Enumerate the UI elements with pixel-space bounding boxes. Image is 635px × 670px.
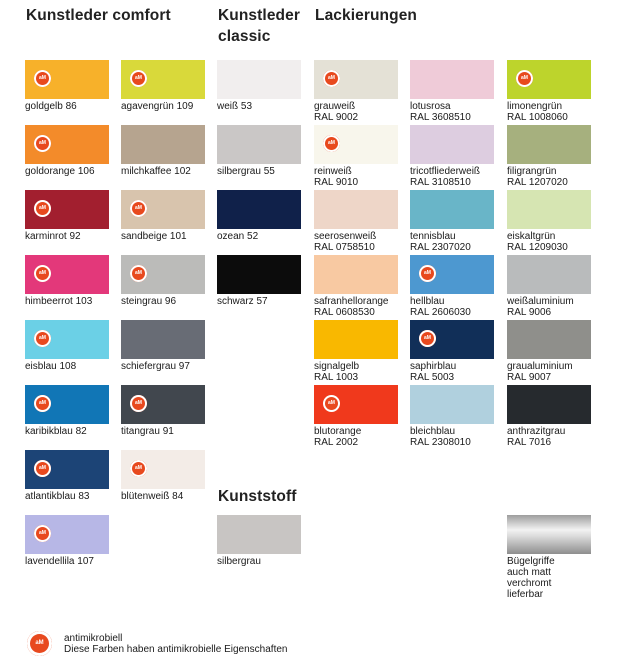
color-chip <box>217 60 301 99</box>
swatch-label: lotusrosa RAL 3608510 <box>410 101 471 123</box>
swatch-hellblau <box>410 255 494 318</box>
header-kunstleder-comfort: Kunstleder comfort <box>26 7 171 24</box>
color-chip <box>121 320 205 359</box>
swatch-filigrangruen <box>507 125 591 188</box>
antimicrobial-icon: aM <box>130 70 147 87</box>
swatch-atlantikblau <box>25 450 109 502</box>
swatch-steingrau <box>121 255 205 307</box>
color-chip <box>25 125 109 164</box>
swatch-label: sandbeige 101 <box>121 231 187 242</box>
swatch-reinweiss <box>314 125 398 188</box>
color-chip <box>121 255 205 294</box>
antimicrobial-icon: aM <box>34 395 51 412</box>
color-chip <box>25 190 109 229</box>
swatch-karibikblau <box>25 385 109 437</box>
swatch-graualuminium <box>507 320 591 383</box>
swatch-label: filigrangrün RAL 1207020 <box>507 166 568 188</box>
swatch-label: tricotfliederweiß RAL 3108510 <box>410 166 481 188</box>
antimicrobial-icon: aM <box>130 395 147 412</box>
antimicrobial-icon: aM <box>27 631 52 656</box>
swatch-label: reinweiß RAL 9010 <box>314 166 359 188</box>
swatch-label: grauweiß RAL 9002 <box>314 101 359 123</box>
swatch-limonengruen <box>507 60 591 123</box>
swatch-label: eisblau 108 <box>25 361 77 372</box>
color-chip <box>314 60 398 99</box>
color-chip <box>410 60 494 99</box>
color-chip <box>314 320 398 359</box>
swatch-label: weißaluminium RAL 9006 <box>507 296 574 318</box>
color-chip <box>410 385 494 424</box>
antimicrobial-icon: aM <box>34 330 51 347</box>
swatch-label: signalgelb RAL 1003 <box>314 361 360 383</box>
swatch-sandbeige <box>121 190 205 242</box>
color-chip <box>314 190 398 229</box>
antimicrobial-icon: aM <box>516 70 533 87</box>
color-chip <box>217 515 301 554</box>
swatch-label: agavengrün 109 <box>121 101 194 112</box>
color-chip <box>121 385 205 424</box>
swatch-label: himbeerrot 103 <box>25 296 93 307</box>
swatch-label: goldgelb 86 <box>25 101 77 112</box>
color-chip <box>121 450 205 489</box>
swatch-titangrau <box>121 385 205 437</box>
swatch-tennisblau <box>410 190 494 253</box>
color-chip <box>217 190 301 229</box>
swatch-agavengruen <box>121 60 205 112</box>
color-chip <box>507 60 591 99</box>
swatch-label: eiskaltgrün RAL 1209030 <box>507 231 568 253</box>
legend-text: Diese Farben haben antimikrobielle Eigenschaften <box>64 644 288 655</box>
swatch-label: steingrau 96 <box>121 296 177 307</box>
swatch-anthrazitgrau <box>507 385 591 448</box>
antimicrobial-icon: aM <box>323 395 340 412</box>
color-chip <box>121 190 205 229</box>
color-chip <box>25 320 109 359</box>
swatch-label: silbergrau 55 <box>217 166 275 177</box>
color-chip <box>25 450 109 489</box>
swatch-bluetenweiss <box>121 450 205 502</box>
swatch-label: hellblau RAL 2606030 <box>410 296 471 318</box>
swatch-saphirblau <box>410 320 494 383</box>
swatch-tricotfliederweiss <box>410 125 494 188</box>
swatch-label: graualuminium RAL 9007 <box>507 361 573 383</box>
color-chip <box>410 255 494 294</box>
chrome-chip <box>507 515 591 554</box>
swatch-label: schwarz 57 <box>217 296 268 307</box>
color-chip <box>507 385 591 424</box>
swatch-schwarz <box>217 255 301 307</box>
swatch-signalgelb <box>314 320 398 383</box>
swatch-label: titangrau 91 <box>121 426 174 437</box>
color-chip <box>217 255 301 294</box>
color-chip <box>25 385 109 424</box>
swatch-label: blütenweiß 84 <box>121 491 184 502</box>
header-kunststoff: Kunststoff <box>218 488 297 505</box>
color-chip <box>314 385 398 424</box>
antimicrobial-icon: aM <box>34 70 51 87</box>
swatch-label: safranhellorange RAL 0608530 <box>314 296 389 318</box>
color-chip <box>121 125 205 164</box>
swatch-label: weiß 53 <box>217 101 253 112</box>
antimicrobial-icon: aM <box>130 460 147 477</box>
swatch-lotusrosa <box>410 60 494 123</box>
swatch-ozean <box>217 190 301 242</box>
swatch-label: limonengrün RAL 1008060 <box>507 101 568 123</box>
swatch-label: karminrot 92 <box>25 231 81 242</box>
swatch-label: schiefergrau 97 <box>121 361 190 372</box>
swatch-eiskaltgruen <box>507 190 591 253</box>
swatch-weiss <box>217 60 301 112</box>
swatch-label: atlantikblau 83 <box>25 491 90 502</box>
swatch-goldgelb <box>25 60 109 112</box>
color-chip <box>314 255 398 294</box>
swatch-seerosenweiss <box>314 190 398 253</box>
antimicrobial-icon: aM <box>34 525 51 542</box>
color-chip <box>410 190 494 229</box>
swatch-bleichblau <box>410 385 494 448</box>
swatch-label: bleichblau RAL 2308010 <box>410 426 471 448</box>
antimicrobial-icon: aM <box>34 460 51 477</box>
antimicrobial-icon: aM <box>419 330 436 347</box>
swatch-label: blutorange RAL 2002 <box>314 426 362 448</box>
color-chip <box>507 255 591 294</box>
swatch-himbeerrot <box>25 255 109 307</box>
color-chip <box>507 190 591 229</box>
swatch-blutorange <box>314 385 398 448</box>
swatch-label: Bügelgriffe auch matt verchromt lieferbar <box>507 556 555 600</box>
swatch-lavendellila <box>25 515 109 567</box>
antimicrobial-icon: aM <box>34 135 51 152</box>
swatch-silbergrau-kunststoff <box>217 515 301 567</box>
swatch-eisblau <box>25 320 109 372</box>
antimicrobial-icon: aM <box>130 265 147 282</box>
swatch-grauweiss <box>314 60 398 123</box>
swatch-label: milchkaffee 102 <box>121 166 191 177</box>
swatch-label: lavendellila 107 <box>25 556 94 567</box>
antimicrobial-icon: aM <box>34 265 51 282</box>
swatch-label: saphirblau RAL 5003 <box>410 361 457 383</box>
swatch-label: tennisblau RAL 2307020 <box>410 231 471 253</box>
color-chip <box>507 320 591 359</box>
color-chip <box>25 515 109 554</box>
swatch-milchkaffee <box>121 125 205 177</box>
swatch-safranhellorange <box>314 255 398 318</box>
swatch-label: karibikblau 82 <box>25 426 87 437</box>
color-chip <box>217 125 301 164</box>
color-chip <box>410 125 494 164</box>
swatch-karminrot <box>25 190 109 242</box>
antimicrobial-icon: aM <box>323 135 340 152</box>
antimicrobial-icon: aM <box>34 200 51 217</box>
color-chip <box>25 60 109 99</box>
antimicrobial-icon: aM <box>130 200 147 217</box>
swatch-goldorange <box>25 125 109 177</box>
swatch-silbergrau-55 <box>217 125 301 177</box>
swatch-label: ozean 52 <box>217 231 259 242</box>
swatch-buegelgriffe <box>507 515 591 600</box>
antimicrobial-icon: aM <box>419 265 436 282</box>
swatch-label: anthrazitgrau RAL 7016 <box>507 426 566 448</box>
color-chip <box>314 125 398 164</box>
color-chip <box>121 60 205 99</box>
color-chip <box>410 320 494 359</box>
legend-title: antimikrobiell <box>64 633 123 644</box>
color-chip <box>507 125 591 164</box>
swatch-schiefergrau <box>121 320 205 372</box>
header-kunstleder-classic: Kunstleder classic <box>218 7 300 45</box>
color-chip <box>25 255 109 294</box>
swatch-label: silbergrau <box>217 556 261 567</box>
antimicrobial-icon: aM <box>323 70 340 87</box>
header-lackierungen: Lackierungen <box>315 7 417 24</box>
swatch-weissaluminium <box>507 255 591 318</box>
swatch-label: seerosenweiß RAL 0758510 <box>314 231 377 253</box>
swatch-label: goldorange 106 <box>25 166 95 177</box>
